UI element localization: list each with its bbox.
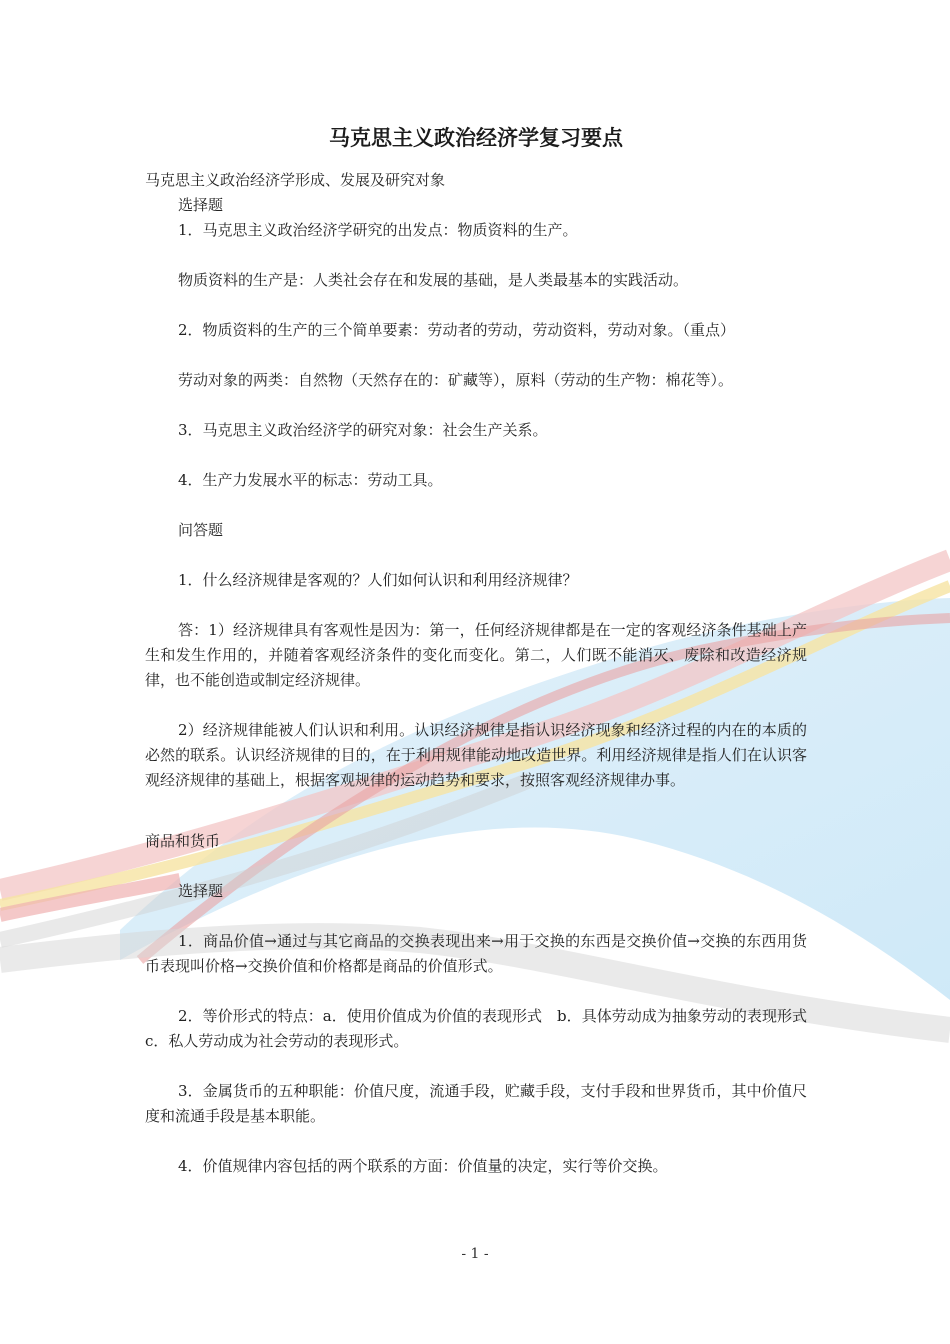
- answer-paragraph: 2）经济规律能被人们认识和利用。认识经济规律是指认识经济现象和经济过程的内在的本质的必然的联系。认识经济规律的目的，在于利用规律能动地改造世界。利用经济规律是指人们在认识客观经济规律的基础上，根据客观规律的运动趋势和要求，按照客观经济规律办事。: [145, 721, 807, 789]
- list-item: 2．等价形式的特点：a．使用价值成为价值的表现形式 b．具体劳动成为抽象劳动的表现形式 c．私人劳动成为社会劳动的表现形式。: [145, 1007, 823, 1050]
- question: 1．什么经济规律是客观的？人们如何认识和利用经济规律？: [178, 571, 578, 589]
- section-heading: 商品和货币: [145, 832, 221, 850]
- list-item: 2．物质资料的生产的三个简单要素：劳动者的劳动，劳动资料，劳动对象。（重点）: [178, 321, 736, 339]
- list-item: 4．生产力发展水平的标志：劳动工具。: [178, 471, 443, 489]
- list-item: 劳动对象的两类：自然物（天然存在的：矿藏等），原料（劳动的生产物：棉花等）。: [178, 371, 734, 389]
- choice-label: 选择题: [178, 196, 224, 214]
- page-number: - 1 -: [461, 1246, 489, 1262]
- list-item: 3．马克思主义政治经济学的研究对象：社会生产关系。: [178, 421, 548, 439]
- document-body: [145, 122, 823, 1179]
- list-item: 1．商品价值→通过与其它商品的交换表现出来→用于交换的东西是交换价值→交换的东西用货币表现叫价格→交换价值和价格都是商品的价值形式。: [145, 932, 807, 975]
- section-heading: 马克思主义政治经济学形成、发展及研究对象: [145, 171, 446, 189]
- choice-label: 选择题: [178, 882, 224, 900]
- list-item: 3．金属货币的五种职能：价值尺度，流通手段，贮藏手段，支付手段和世界货币，其中价值尺度和流通手段是基本职能。: [145, 1082, 807, 1125]
- list-item: 1．马克思主义政治经济学研究的出发点：物质资料的生产。: [178, 221, 578, 239]
- list-item: 4．价值规律内容包括的两个联系的方面：价值量的决定，实行等价交换。: [178, 1157, 668, 1175]
- document-title: 马克思主义政治经济学复习要点: [329, 126, 623, 150]
- list-item: 物质资料的生产是：人类社会存在和发展的基础，是人类最基本的实践活动。: [178, 271, 689, 289]
- answer-paragraph: 答：1）经济规律具有客观性是因为：第一，任何经济规律都是在一定的客观经济条件基础上产生和发生作用的，并随着客观经济条件的变化而变化。第二，人们既不能消灭、废除和改造经济规律，也不能创造或制定经济规律。: [145, 621, 807, 689]
- qa-label: 问答题: [178, 521, 224, 539]
